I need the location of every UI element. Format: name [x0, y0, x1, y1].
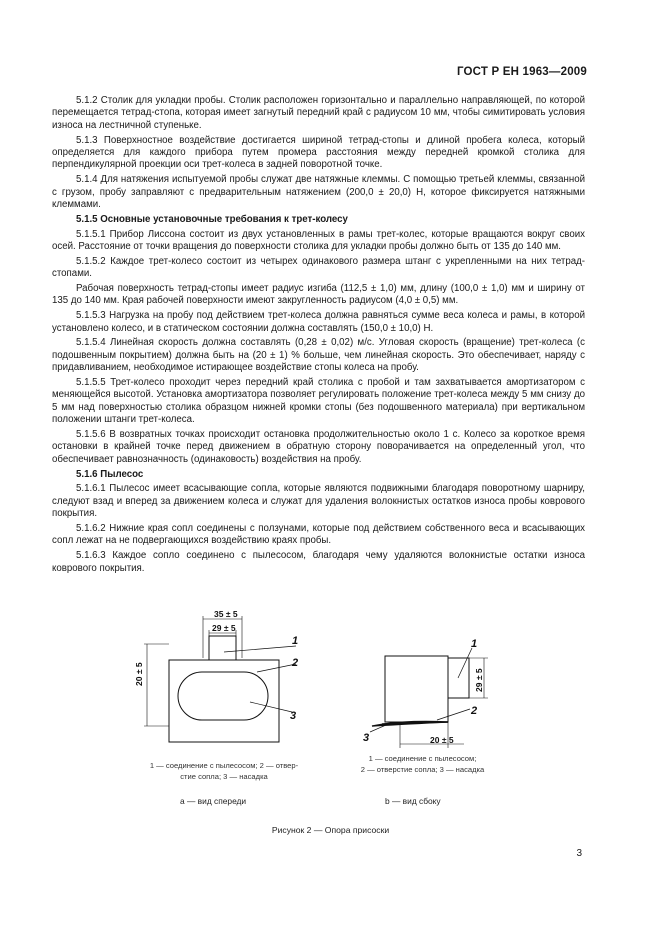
page-number: 3 [576, 848, 582, 859]
paragraph: 5.1.6.1 Пылесос имеет всасывающие сопла, которые являются подвижными благодаря поворотному шарниру, следуют взад и вперед за движением колеса и служат для удаления волокнистых остатков износа пробы коврового покрытия. [52, 483, 585, 520]
paragraph: 5.1.6.2 Нижние края сопл соединены с ползунами, которые под действием собственного веса и всасывающих сопл лежат на не подвергающихся воздействию краях пробы. [52, 523, 585, 547]
callout-1-right: 1 [471, 638, 478, 650]
paragraph: 5.1.2 Столик для укладки пробы. Столик расположен горизонтально и параллельно направляющей, по которой перемещается тетрад-стопа, которая имеет загнутый передний край с радиусом 10 мм, чтобы симитировать условия износа на лестничной ступеньке. [52, 95, 585, 131]
caption-line: стие сопла; 3 — насадка [180, 771, 268, 781]
paragraph: 5.1.5.6 В возвратных точках происходит остановка продолжительностью около 1 с. Колесо за короткое время остановки в крайней точке перед движением в обратную сторону поворачивается на определенный угол, что обеспечивает равнозначность (одинаковость) воздействия на пробу. [52, 429, 585, 465]
dim-bottom-right: 20 ± 5 [430, 735, 454, 745]
side-view-subtitle: b — вид сбоку [385, 796, 441, 806]
paragraph: 5.1.3 Поверхностное воздействие достигается шириной тетрад-стопы и длиной пробега колеса, который определяется для каждого прибора путем промера расстояния между передней кромкой столика для перпендикулярной проекции оси трет-колеса в задней поворотной точке. [52, 134, 585, 171]
callout-1: 1 [292, 635, 299, 647]
callout-2: 2 [292, 657, 299, 669]
paragraph: 5.1.6.3 Каждое сопло соединено с пылесосом, благодаря чему удаляются волокнистые остатки износа коврового покрытия. [52, 550, 585, 574]
dim-side-right: 29 ± 5 [474, 668, 484, 692]
callout-2-right: 2 [471, 705, 478, 717]
dim-top-outer: 35 ± 5 [214, 609, 238, 619]
dim-top-inner: 29 ± 5 [212, 623, 236, 633]
document-body [52, 95, 585, 577]
callout-3-right: 3 [363, 732, 370, 744]
paragraph: 5.1.4 Для натяжения испытуемой пробы служат две натяжные клеммы. С помощью третьей клеммы, связанной с грузом, пробу заправляют с предварительным натяжением (200,0 ± 20,0) Н, которое фиксируется натяжными клеммами. [52, 174, 585, 211]
front-view-caption [124, 761, 324, 782]
caption-line: 1 — соединение с пылесосом; 2 — отвер- [149, 761, 299, 770]
caption-line: 2 — отверстие сопла; 3 — насадка [360, 764, 485, 774]
side-view-labels [363, 638, 484, 745]
figure-2 [52, 606, 585, 846]
front-view-drawing [144, 616, 299, 742]
paragraph: 5.1.5.1 Прибор Лиссона состоит из двух установленных в рамы трет-колес, которые вращаются вокруг своих осей. Расстояние от точки вращения до поверхности столика для укладки пробы должно быть от 135 до 140 мм. [52, 228, 585, 253]
figure-title: Рисунок 2 — Опора присоски [271, 825, 390, 835]
paragraph: 5.1.5.4 Линейная скорость должна составлять (0,28 ± 0,02) м/с. Угловая скорость (вращение) трет-колеса (с подошвенным покрытием) должна быть на (20 ± 1) % больше, чем линейная скорость. Это обеспечивает, наряду с придавливанием, необходимое истирающее воздействие стопы колеса на пробу. [52, 337, 585, 374]
caption-line: 1 — соединение с пылесосом; [368, 754, 477, 763]
front-view-subtitle: а — вид спереди [180, 796, 247, 806]
dim-side: 20 ± 5 [134, 662, 144, 686]
side-view-caption [330, 754, 515, 775]
paragraph: 5.1.5.2 Каждое трет-колесо состоит из четырех одинакового размера штанг с укрепленными на них тетрад-стопами. [52, 255, 585, 280]
front-view-labels [134, 609, 298, 722]
paragraph: 5.1.5.3 Нагрузка на пробу под действием трет-колеса должна равняться сумме веса колеса и рамы, в которой установлено колесо, и в статическом состоянии должна составлять (150,0 ± 10,0) Н. [52, 310, 585, 334]
paragraph: 5.1.5.5 Трет-колесо проходит через передний край столика с пробой и там захватывается амортизатором с меняющейся высотой. Установка амортизатора позволяет регулировать положение трет-колеса между 5 мм снизу до 5 мм над поверхностью столика образцом нижней кромки стопы (без подошвенного материала) при вертикальном положении штанги трет-колеса. [52, 377, 585, 426]
section-heading: 5.1.5 Основные установочные требования к трет-колесу [76, 213, 348, 225]
section-heading: 5.1.6 Пылесос [76, 468, 144, 480]
figure-drawing [52, 606, 585, 756]
side-view-drawing [370, 648, 488, 748]
document-header: ГОСТ Р ЕН 1963—2009 [456, 66, 587, 78]
paragraph: Рабочая поверхность тетрад-стопы имеет радиус изгиба (112,5 ± 1,0) мм, длину (100,0 ± 1,0) мм и ширину от 135 до 140 мм. Края рабочей поверхности имеют закругленность радиусом (4,0 ± 0,5) мм. [52, 283, 585, 307]
callout-3: 3 [290, 710, 297, 722]
